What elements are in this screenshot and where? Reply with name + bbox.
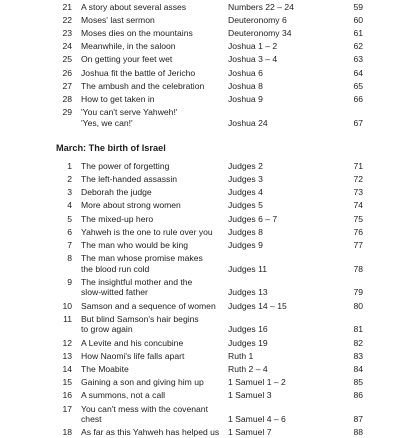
entry-page-number: 81: [353, 324, 363, 335]
toc-entry: [0, 338, 417, 349]
entry-number: 17: [62, 403, 72, 414]
toc-entry: [0, 94, 417, 105]
entry-page-number: 73: [353, 187, 363, 198]
toc-entry: [0, 390, 417, 401]
entry-reference: Joshua 8: [228, 80, 263, 91]
entry-number: 11: [63, 313, 72, 324]
entry-page-number: 63: [353, 54, 363, 65]
entry-title: The insightful mother and the: [81, 276, 193, 287]
entry-number: 9: [67, 276, 72, 287]
entry-number: 2: [67, 174, 72, 184]
entry-reference: Ruth 2 – 4: [228, 363, 268, 374]
entry-reference: Ruth 1: [228, 350, 254, 361]
toc-entry: [0, 240, 417, 251]
toc-entry: [0, 377, 417, 388]
entry-page-number: 84: [353, 363, 363, 374]
entry-title: How Naomi's life falls apart: [81, 350, 185, 361]
entry-title: Gaining a son and giving him up: [81, 377, 204, 388]
entry-title: The mixed-up hero: [81, 213, 154, 224]
entry-number: 14: [62, 363, 72, 374]
entry-title: Meanwhile, in the saloon: [81, 41, 176, 52]
entry-page-number: 83: [353, 350, 363, 361]
toc-entry: [0, 404, 417, 425]
entry-reference: Judges 2: [228, 160, 263, 171]
entry-title: As far as this Yahweh has helped us: [81, 427, 220, 438]
entry-reference: Judges 13: [228, 287, 268, 298]
entry-reference: Joshua 6: [228, 67, 263, 78]
entry-title: A Levite and his concubine: [81, 337, 184, 348]
toc-entry: [0, 15, 417, 26]
entry-number: 18: [62, 427, 72, 438]
toc-entry: [0, 81, 417, 92]
toc-entry: [0, 314, 417, 335]
entry-number: 24: [62, 41, 72, 52]
entry-reference: Judges 19: [228, 337, 268, 348]
entry-page-number: 60: [353, 14, 363, 25]
entry-page-number: 59: [353, 1, 363, 12]
toc-entry: [0, 364, 417, 375]
entry-reference: 1 Samuel 1 – 2: [228, 377, 286, 388]
entry-reference: Judges 5: [228, 200, 263, 211]
entry-title: More about strong women: [81, 200, 181, 211]
entry-number: 23: [62, 27, 72, 38]
toc-entry: [0, 253, 417, 274]
entry-title: Moses dies on the mountains: [81, 27, 193, 38]
toc-entry: [0, 427, 417, 438]
entry-title: Joshua fit the battle of Jericho: [81, 67, 196, 78]
entry-title: the blood run cold: [81, 263, 150, 274]
entry-number: 21: [62, 1, 72, 12]
entry-number: 15: [62, 377, 72, 388]
entry-reference: 1 Samuel 3: [228, 390, 272, 401]
entry-reference: Joshua 1 – 2: [228, 41, 278, 52]
entry-page-number: 66: [353, 93, 363, 104]
entry-title: chest: [81, 414, 102, 424]
entry-title: The man who would be king: [81, 240, 189, 250]
toc-entry: [0, 187, 417, 198]
entry-reference: Joshua 9: [228, 93, 263, 104]
entry-page-number: 74: [353, 200, 363, 211]
entry-number: 12: [62, 337, 72, 348]
entry-reference: Numbers 22 – 24: [228, 1, 294, 12]
toc-entry: [0, 107, 417, 128]
entry-title: Deborah the judge: [81, 187, 152, 198]
entry-page-number: 79: [353, 287, 363, 298]
entry-title: The Moabite: [81, 363, 129, 374]
entry-reference: 1 Samuel 4 – 6: [228, 414, 286, 424]
toc-entry: [0, 277, 417, 298]
entry-reference: Deuteronomy 6: [228, 14, 287, 25]
entry-title: You can't mess with the covenant: [81, 403, 208, 414]
toc-entry: [0, 161, 417, 172]
entry-page-number: 82: [353, 337, 363, 348]
entry-title: The ambush and the celebration: [81, 80, 205, 91]
toc-entry: [0, 227, 417, 238]
entry-number: 26: [62, 67, 72, 78]
entry-title: A summons, not a call: [81, 390, 166, 401]
toc-entry: [0, 28, 417, 39]
entry-number: 16: [62, 390, 72, 401]
entry-title: On getting your feet wet: [81, 54, 173, 65]
entry-title: A story about several asses: [81, 1, 187, 12]
entry-title: The left-handed assassin: [81, 174, 178, 184]
entry-reference: Joshua 3 – 4: [228, 54, 278, 65]
entry-number: 4: [67, 200, 72, 211]
entry-number: 25: [62, 54, 72, 65]
entry-reference: Judges 3: [228, 174, 263, 184]
entry-page-number: 65: [353, 80, 363, 91]
entry-title: The power of forgetting: [81, 160, 170, 171]
entry-page-number: 61: [353, 27, 363, 38]
toc-entry: [0, 41, 417, 52]
entry-number: 10: [62, 300, 72, 311]
entry-page-number: 76: [353, 226, 363, 237]
entry-number: 13: [62, 350, 72, 361]
entry-title: slow-witted father: [81, 287, 148, 298]
entry-page-number: 88: [353, 427, 363, 438]
entry-reference: Judges 14 – 15: [228, 300, 287, 311]
entry-title: Moses' last sermon: [81, 14, 155, 25]
entry-number: 29: [62, 107, 72, 118]
toc-entry: [0, 200, 417, 211]
entry-number: 6: [67, 226, 72, 237]
entry-number: 5: [67, 213, 72, 224]
entry-number: 1: [67, 160, 72, 171]
entry-reference: Judges 9: [228, 240, 263, 250]
entry-number: 8: [67, 253, 72, 264]
entry-reference: Joshua 24: [228, 117, 268, 128]
entry-page-number: 71: [353, 160, 363, 171]
toc-entry: [0, 68, 417, 79]
entry-reference: Judges 16: [228, 324, 268, 335]
entry-page-number: 80: [353, 300, 363, 311]
entry-page-number: 67: [353, 117, 363, 128]
toc-entry: [0, 351, 417, 362]
entry-number: 28: [62, 93, 72, 104]
entry-title: 'Yes, we can!': [81, 117, 133, 128]
entry-reference: Judges 11: [228, 263, 268, 274]
entry-title: But blind Samson's hair begins: [81, 313, 199, 324]
toc-entry: [0, 174, 417, 185]
entry-number: 27: [62, 80, 72, 91]
entry-page-number: 87: [353, 414, 363, 424]
entry-reference: Judges 6 – 7: [228, 213, 278, 224]
entry-title: How to get taken in: [81, 93, 155, 104]
entry-reference: 1 Samuel 7: [228, 427, 272, 438]
entry-title: to grow again: [81, 324, 133, 335]
entry-number: 22: [62, 14, 72, 25]
toc-entry: [0, 54, 417, 65]
entry-number: 3: [67, 187, 72, 198]
entry-reference: Judges 4: [228, 187, 263, 198]
entry-title: Yahweh is the one to rule over you: [81, 226, 213, 237]
entry-page-number: 86: [353, 390, 363, 401]
entry-page-number: 85: [353, 377, 363, 388]
entry-number: 7: [67, 240, 72, 250]
toc-entry: [0, 2, 417, 13]
entry-reference: Deuteronomy 34: [228, 27, 292, 38]
entry-page-number: 77: [353, 240, 363, 250]
entry-title: 'You can't serve Yahweh!': [81, 107, 178, 118]
entry-page-number: 62: [353, 41, 363, 52]
section-heading: March: The birth of Israel: [56, 142, 166, 153]
toc-entry: [0, 301, 417, 312]
entry-title: Samson and a sequence of women: [81, 300, 216, 311]
entry-page-number: 64: [353, 67, 363, 78]
entry-page-number: 72: [353, 174, 363, 184]
entry-page-number: 75: [353, 213, 363, 224]
entry-title: The man whose promise makes: [81, 253, 203, 264]
entry-reference: Judges 8: [228, 226, 263, 237]
entry-page-number: 78: [353, 263, 363, 274]
toc-entry: [0, 214, 417, 225]
